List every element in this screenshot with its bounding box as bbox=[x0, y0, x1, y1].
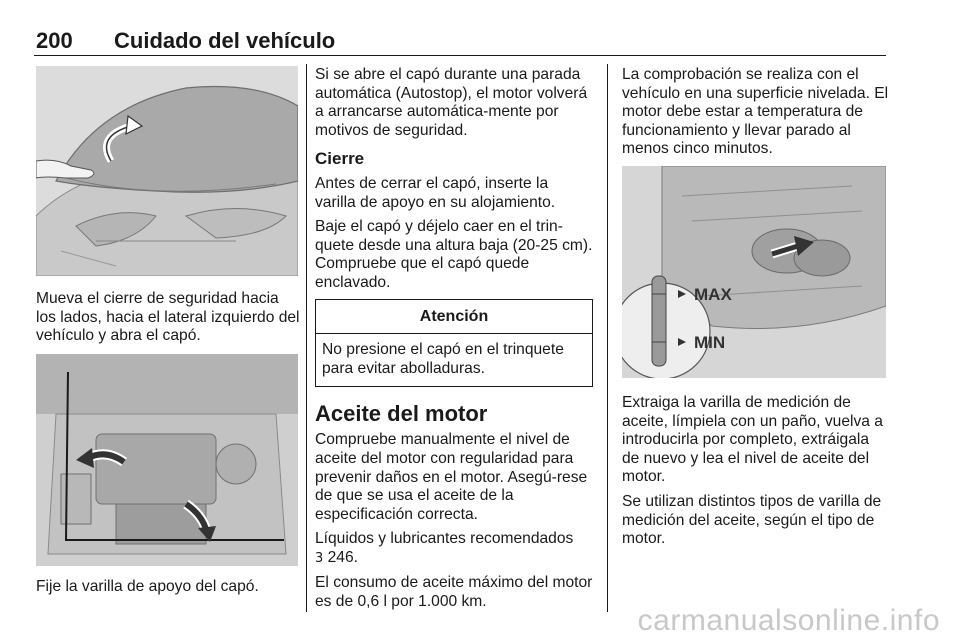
dipstick-min-label: MIN bbox=[694, 333, 726, 352]
col2-paragraph-5 bbox=[315, 530, 593, 568]
col1-caption1-wrap bbox=[36, 290, 302, 352]
hood-latch-figure bbox=[36, 66, 298, 276]
col2-paragraph-6: El consumo de aceite máximo del motor es de 0,6 l por 1.000 km. bbox=[315, 574, 593, 611]
notice-body: No presione el capó en el trinquete para evitar abolladuras. bbox=[322, 341, 564, 377]
page-title: Cuidado del vehículo bbox=[114, 28, 336, 53]
notice-title: Atención bbox=[316, 300, 592, 335]
column-divider-1 bbox=[306, 64, 307, 612]
col2-paragraph-2: Antes de cerrar el capó, inserte la varilla de apoyo en su alojamiento. bbox=[315, 174, 556, 211]
hood-prop-rod-figure bbox=[36, 354, 298, 566]
section-heading: Aceite del motor bbox=[315, 401, 488, 427]
col2-paragraph-1: Si se abre el capó durante una parada automática (Autostop), el motor volverá a arrancarse automática-mente por motivos de seguridad. bbox=[315, 66, 588, 139]
col1-caption1: Mueva el cierre de seguridad hacia los lados, hacia el lateral izquierdo del vehículo y abra el capó. bbox=[36, 290, 300, 345]
lubricants-reference-text: Líquidos y lubricantes recomendados bbox=[315, 530, 574, 548]
column-3-lower bbox=[622, 394, 890, 555]
col1-caption2-wrap bbox=[36, 578, 302, 603]
dipstick-max-label: MAX bbox=[694, 285, 732, 304]
cierre-heading: Cierre bbox=[315, 149, 365, 169]
column-3 bbox=[622, 66, 890, 165]
dipstick-figure bbox=[622, 166, 886, 378]
page-reference[interactable]: 246. bbox=[327, 548, 358, 566]
page-number: 200 bbox=[36, 28, 73, 53]
page-reference-arrow-icon: 3 bbox=[315, 550, 324, 566]
dipstick-illustration bbox=[622, 166, 886, 378]
hood-latch-illustration bbox=[36, 66, 298, 276]
engine-bay-illustration bbox=[36, 354, 298, 566]
watermark: carmanualsonline.info bbox=[637, 604, 940, 637]
header-rule bbox=[34, 55, 886, 56]
col3-paragraph-1: La comprobación se realiza con el vehículo en una superficie nivelada. El motor debe estar a temperatura de funcionamiento y llevar parado al menos cinco minutos. bbox=[622, 66, 889, 158]
col3-paragraph-3: Se utilizan distintos tipos de varilla de medición del aceite, según el tipo de motor. bbox=[622, 492, 882, 548]
col2-paragraph-3: Baje el capó y déjelo caer en el trin-quete desde una altura baja (20-25 cm). Compruebe que el capó quede enclavado. bbox=[315, 218, 593, 291]
column-2 bbox=[315, 66, 593, 618]
col1-caption2: Fije la varilla de apoyo del capó. bbox=[36, 578, 259, 595]
notice-box bbox=[315, 299, 593, 388]
column-divider-2 bbox=[607, 64, 608, 612]
col3-paragraph-2: Extraiga la varilla de medición de aceite, límpiela con un paño, vuelva a introducirla por completo, extráigala de nuevo y lea el nivel de aceite del motor. bbox=[622, 394, 883, 486]
col2-paragraph-4: Compruebe manualmente el nivel de aceite del motor con regularidad para prevenir daños en el motor. Asegú-rese de que se usa el aceite de la especificación correcta. bbox=[315, 431, 588, 523]
